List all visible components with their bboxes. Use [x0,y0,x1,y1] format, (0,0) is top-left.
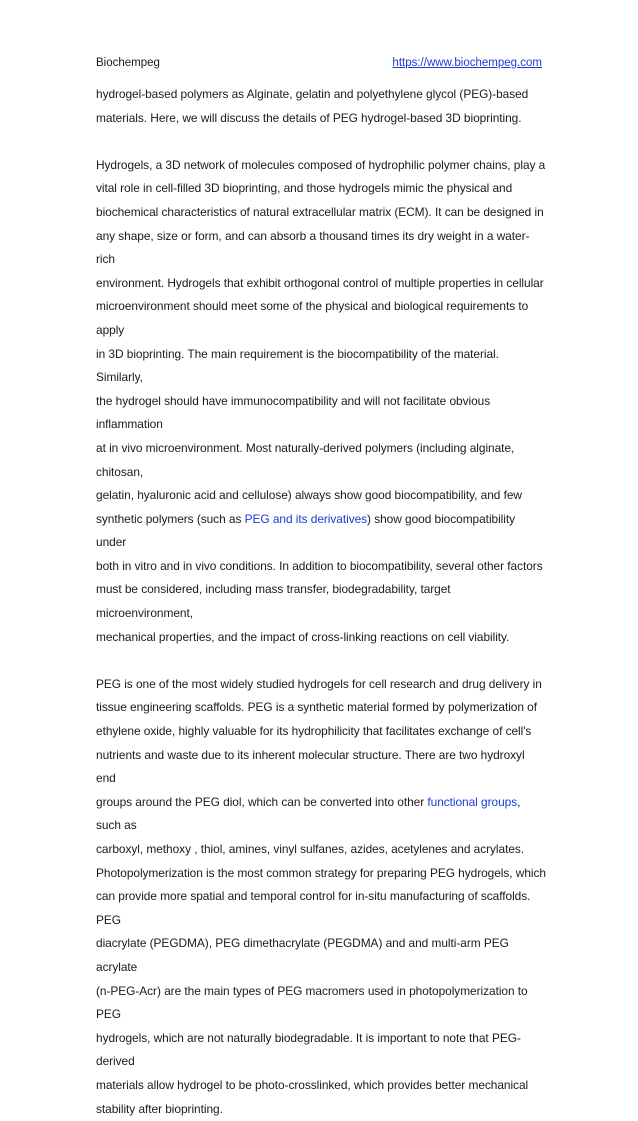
functional-groups-link[interactable]: functional groups [427,794,518,809]
text-line: the hydrogel should have immunocompatibility and will not facilitate obvious inflammation [96,393,491,432]
text-line: Hydrogels, a 3D network of molecules composed of hydrophilic polymer chains, play a [96,157,546,172]
text-line: stability after bioprinting. [96,1101,223,1116]
text-line: (n-PEG-Acr) are the main types of PEG macromers used in photopolymerization to PEG [96,983,528,1022]
paragraph-intro [96,83,546,130]
text-line: must be considered, including mass transfer, biodegradability, target microenvironment, [96,582,451,621]
paragraph-peg [96,673,546,1121]
page-header [96,57,542,69]
text-segment: , such as [96,794,521,833]
text-line: both in vitro and in vivo conditions. In addition to biocompatibility, several other factors [96,558,543,573]
text-line: carboxyl, methoxy , thiol, amines, vinyl sulfanes, azides, acetylenes and acrylates. [96,842,525,856]
text-line: materials. Here, we will discuss the details of PEG hydrogel-based 3D bioprinting. [96,110,522,125]
peg-derivatives-link[interactable]: PEG and its derivatives [244,511,368,526]
text-segment: synthetic polymers (such as [96,511,245,526]
text-line: nutrients and waste due to its inherent molecular structure. There are two hydroxyl end [96,747,525,786]
brand-name: Biochempeg [96,57,160,69]
text-line: gelatin, hyaluronic acid and cellulose) always show good biocompatibility, and few [96,488,522,503]
text-line: any shape, size or form, and can absorb a thousand times its dry weight in a water-rich [96,228,530,267]
text-line: can provide more spatial and temporal control for in-situ manufacturing of scaffolds. PEG [96,889,531,927]
text-line: hydrogels, which are not naturally biodegradable. It is important to note that PEG-derived [96,1030,521,1069]
text-line-with-link [96,795,520,833]
paragraph-hydrogels [96,154,546,649]
text-line: diacrylate (PEGDMA), PEG dimethacrylate (PEGDMA) and and multi-arm PEG acrylate [96,936,509,974]
text-line: Photopolymerization is the most common strategy for preparing PEG hydrogels, which [96,865,546,880]
text-line: biochemical characteristics of natural extracellular matrix (ECM). It can be designed in [96,204,544,219]
text-line: vital role in cell-filled 3D bioprinting, and those hydrogels mimic the physical and [96,181,513,196]
text-line: microenvironment should meet some of the physical and biological requirements to apply [96,299,529,337]
text-line: PEG is one of the most widely studied hydrogels for cell research and drug delivery in [96,676,542,691]
text-segment: ) show good biocompatibility under [96,511,516,550]
text-line: tissue engineering scaffolds. PEG is a synthetic material formed by polymerization of [96,700,537,715]
text-line: materials allow hydrogel to be photo-crosslinked, which provides better mechanical [96,1077,529,1092]
website-link[interactable]: https://www.biochempeg.com [392,57,542,69]
text-line: hydrogel-based polymers as Alginate, gelatin and polyethylene glycol (PEG)-based [96,87,529,101]
text-line: mechanical properties, and the impact of cross-linking reactions on cell viability. [96,629,510,644]
article-body [96,83,546,1121]
text-line-with-link [96,512,515,550]
text-line: in 3D bioprinting. The main requirement is the biocompatibility of the material. Similarly, [96,346,499,385]
text-line: at in vivo microenvironment. Most naturally-derived polymers (including alginate, chitosan, [96,440,515,479]
text-line: environment. Hydrogels that exhibit orthogonal control of multiple properties in cellular [96,275,544,290]
text-line: ethylene oxide, highly valuable for its hydrophilicity that facilitates exchange of cell's [96,724,532,739]
text-segment: groups around the PEG diol, which can be converted into other [96,794,428,809]
